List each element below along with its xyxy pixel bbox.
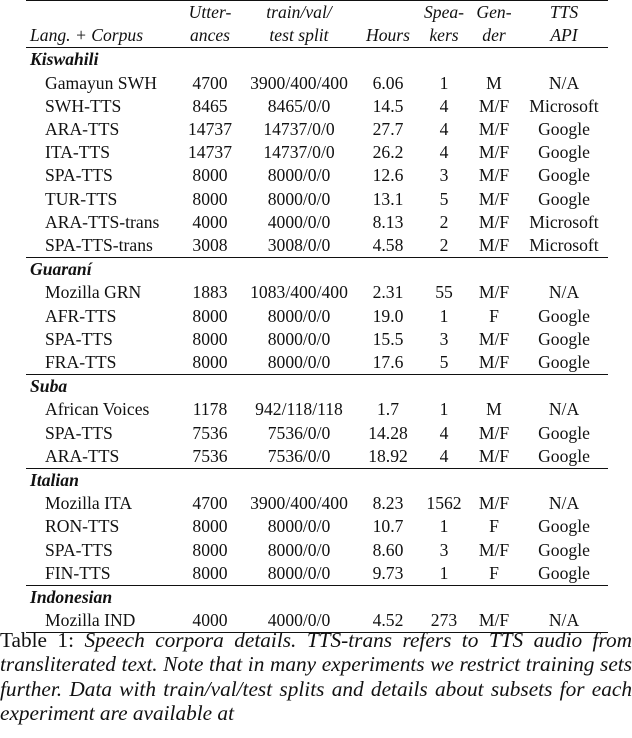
table-cell: Google	[538, 142, 590, 163]
corpus-name-cell: ARA-TTS	[45, 119, 120, 140]
table-row	[26, 539, 608, 562]
table-cell: 5	[439, 188, 449, 209]
caption-text: Speech corpora details. TTS-trans refers to TTS audio from transliterated text. Note that in many experiments we restrict training sets further. Data with train/val/test splits and details about subsets for each experiment are available at	[0, 628, 632, 725]
corpus-name-cell: African Voices	[45, 399, 150, 420]
table-cell: 8000	[192, 539, 228, 560]
corpus-name-cell: SWH-TTS	[45, 95, 122, 116]
corpus-name-cell: RON-TTS	[45, 516, 120, 537]
corpus-name-cell: ARA-TTS-trans	[45, 211, 160, 232]
table-cell: Google	[538, 422, 590, 443]
group-name: Indonesian	[26, 586, 608, 610]
table-cell: Google	[538, 562, 590, 583]
table-cell: 8000/0/0	[267, 562, 331, 583]
corpus-name-cell: ARA-TTS	[45, 445, 120, 466]
header-row-2	[26, 24, 608, 48]
table-cell: Google	[538, 188, 590, 209]
group-name: Suba	[26, 375, 608, 399]
table-cell: 17.6	[372, 352, 404, 373]
table-cell: 7536	[192, 445, 228, 466]
table-cell: 3900/400/400	[250, 493, 348, 514]
table-row	[26, 328, 608, 351]
header-cell: kers	[420, 24, 468, 48]
table-cell: M/F	[478, 422, 510, 443]
table-header	[26, 1, 608, 48]
header-cell: der	[468, 24, 520, 48]
table-cell: 13.1	[372, 188, 404, 209]
table-cell: 12.6	[372, 165, 404, 186]
table-cell: M/F	[478, 352, 510, 373]
header-row-1	[26, 1, 608, 25]
table-row	[26, 141, 608, 164]
table-cell: N/A	[520, 609, 608, 633]
table-cell: 1083/400/400	[250, 282, 348, 303]
table-row	[26, 211, 608, 234]
corpus-name-cell: SPA-TTS	[45, 165, 113, 186]
table-cell: 7536/0/0	[267, 422, 331, 443]
table-cell: 8000/0/0	[267, 188, 331, 209]
group-row	[26, 48, 608, 72]
group-row	[26, 586, 608, 610]
table-row	[26, 95, 608, 118]
table-row	[26, 492, 608, 515]
table-cell: M	[486, 72, 502, 93]
table-cell: M/F	[478, 142, 510, 163]
table-cell: Google	[538, 539, 590, 560]
header-cell: ances	[178, 24, 242, 48]
corpora-table-container	[26, 0, 608, 633]
table-cell: 1	[439, 399, 449, 420]
table-cell: 4000/0/0	[267, 211, 331, 232]
table-cell: 8.23	[372, 493, 404, 514]
table-row	[26, 515, 608, 538]
table-cell: 8000	[192, 328, 228, 349]
table-cell: 5	[439, 352, 449, 373]
table-cell: 4000/0/0	[242, 609, 356, 633]
table-cell: 4.52	[356, 609, 420, 633]
header-cell: test split	[242, 24, 356, 48]
table-cell: 8000	[192, 352, 228, 373]
table-cell: Google	[538, 352, 590, 373]
table-cell: N/A	[548, 282, 580, 303]
table-cell: 18.92	[368, 445, 408, 466]
table-cell: 8000	[192, 305, 228, 326]
group-name: Guaraní	[26, 258, 608, 282]
table-cell: 9.73	[372, 562, 404, 583]
corpus-name-cell: SPA-TTS-trans	[45, 235, 153, 256]
table-cell: 14737/0/0	[263, 119, 335, 140]
header-cell: Spea-	[420, 1, 468, 25]
corpus-name-cell: SPA-TTS	[45, 422, 113, 443]
table-cell: M/F	[478, 445, 510, 466]
table-cell: 7536/0/0	[267, 445, 331, 466]
table-cell: F	[489, 305, 499, 326]
corpus-name-cell: ITA-TTS	[45, 142, 111, 163]
table-cell: Google	[538, 165, 590, 186]
table-cell: 19.0	[372, 305, 404, 326]
caption-label: Table 1:	[0, 628, 85, 652]
table-row	[26, 351, 608, 375]
table-cell: 14737	[188, 119, 232, 140]
table-cell: M	[486, 399, 502, 420]
table-cell: 942/118/118	[255, 399, 343, 420]
table-body	[26, 48, 608, 633]
table-cell: F	[489, 562, 499, 583]
table-cell: M/F	[478, 95, 510, 116]
table-cell: M/F	[478, 539, 510, 560]
table-cell: 1.7	[377, 399, 399, 420]
group-row	[26, 258, 608, 282]
table-cell: 8000/0/0	[267, 328, 331, 349]
table-cell: Google	[538, 445, 590, 466]
table-cell: 3008	[192, 235, 228, 256]
table-cell: 8465	[192, 95, 228, 116]
table-cell: 14.5	[372, 95, 404, 116]
table-cell: M/F	[478, 282, 510, 303]
table-cell: 4700	[192, 493, 228, 514]
corpus-name-cell: Gamayun SWH	[45, 72, 157, 93]
table-cell: 14737/0/0	[263, 142, 335, 163]
table-cell: 1178	[192, 399, 228, 420]
table-cell: 1562	[426, 493, 462, 514]
header-cell	[26, 1, 178, 25]
header-cell: TTS	[520, 1, 608, 25]
table-cell: 8.13	[372, 211, 404, 232]
table-cell: 4	[439, 119, 449, 140]
table-cell: Google	[538, 516, 590, 537]
corpus-name-cell: FRA-TTS	[45, 352, 117, 373]
table-cell: M/F	[478, 235, 510, 256]
table-cell: 4700	[192, 72, 228, 93]
table-cell: N/A	[548, 72, 580, 93]
table-cell: M/F	[468, 609, 520, 633]
header-cell: Utter-	[178, 1, 242, 25]
table-cell: Google	[538, 119, 590, 140]
corpus-name-cell: TUR-TTS	[45, 188, 118, 209]
table-cell: 8000/0/0	[267, 165, 331, 186]
table-row	[26, 422, 608, 445]
corpus-name-cell: SPA-TTS	[45, 328, 113, 349]
table-cell: 8000	[192, 516, 228, 537]
table-row	[26, 445, 608, 469]
table-cell: 14737	[188, 142, 232, 163]
table-cell: M/F	[478, 328, 510, 349]
table-cell: 4	[439, 142, 449, 163]
table-cell: 8465/0/0	[267, 95, 331, 116]
corpus-name-cell: Mozilla GRN	[45, 282, 142, 303]
table-cell: 4000	[178, 609, 242, 633]
corpora-table	[26, 0, 608, 633]
table-row	[26, 164, 608, 187]
table-cell: 8000/0/0	[267, 352, 331, 373]
table-cell: 4	[439, 422, 449, 443]
table-cell: 3008/0/0	[267, 235, 331, 256]
table-cell: M/F	[478, 493, 510, 514]
table-cell: N/A	[548, 493, 580, 514]
table-cell: 14.28	[368, 422, 408, 443]
header-cell	[356, 1, 420, 25]
table-cell: 8000	[192, 562, 228, 583]
table-caption	[0, 628, 632, 725]
table-cell: 4.58	[372, 235, 404, 256]
header-cell: Lang. + Corpus	[26, 24, 178, 48]
table-row	[26, 72, 608, 95]
table-cell: 8000/0/0	[267, 539, 331, 560]
table-cell: 2.31	[372, 282, 404, 303]
table-cell: 27.7	[372, 119, 404, 140]
table-cell: 8000	[192, 188, 228, 209]
table-cell: M/F	[478, 119, 510, 140]
table-cell: 3900/400/400	[250, 72, 348, 93]
table-cell: Microsoft	[529, 95, 599, 116]
group-row	[26, 375, 608, 399]
table-row	[26, 118, 608, 141]
table-row	[26, 188, 608, 211]
table-cell: 15.5	[372, 328, 404, 349]
table-cell: 3	[439, 165, 449, 186]
table-cell: Google	[538, 328, 590, 349]
table-cell: 4000	[192, 211, 228, 232]
table-cell: M/F	[478, 211, 510, 232]
table-cell: M/F	[478, 165, 510, 186]
group-row	[26, 469, 608, 493]
table-cell: 1	[439, 516, 449, 537]
group-name: Italian	[26, 469, 608, 493]
table-cell: 4	[439, 445, 449, 466]
table-row	[26, 281, 608, 304]
table-cell: 7536	[192, 422, 228, 443]
table-cell: 26.2	[372, 142, 404, 163]
table-cell: 2	[439, 235, 449, 256]
corpus-name-cell: FIN-TTS	[45, 562, 111, 583]
header-cell: Gen-	[468, 1, 520, 25]
table-cell: 273	[420, 609, 468, 633]
table-cell: N/A	[548, 399, 580, 420]
header-cell: Hours	[356, 24, 420, 48]
table-cell: Microsoft	[529, 211, 599, 232]
table-cell: 8000/0/0	[267, 516, 331, 537]
table-cell: 1	[439, 72, 449, 93]
corpus-name-cell: Mozilla ITA	[45, 493, 133, 514]
corpus-name-cell: SPA-TTS	[45, 539, 113, 560]
header-cell: API	[520, 24, 608, 48]
table-cell: 1883	[192, 282, 228, 303]
table-cell: 1	[439, 305, 449, 326]
group-name: Kiswahili	[30, 49, 99, 70]
table-cell: 55	[435, 282, 453, 303]
table-row	[26, 234, 608, 258]
table-cell: 8.60	[372, 539, 404, 560]
table-cell: Microsoft	[529, 235, 599, 256]
table-row	[26, 398, 608, 421]
table-cell: 2	[439, 211, 449, 232]
table-row	[26, 562, 608, 586]
table-cell: 6.06	[372, 72, 404, 93]
table-cell: M/F	[478, 188, 510, 209]
table-cell: 10.7	[372, 516, 404, 537]
table-cell: 8000	[192, 165, 228, 186]
table-cell: 3	[439, 539, 449, 560]
table-cell: 4	[439, 95, 449, 116]
table-cell: Google	[538, 305, 590, 326]
table-cell: 1	[439, 562, 449, 583]
table-cell: 8000/0/0	[267, 305, 331, 326]
corpus-name-cell: AFR-TTS	[45, 305, 117, 326]
table-cell: F	[489, 516, 499, 537]
table-cell: 3	[439, 328, 449, 349]
corpus-name-cell: Mozilla IND	[26, 609, 178, 633]
header-cell: train/val/	[242, 1, 356, 25]
table-row	[26, 305, 608, 328]
